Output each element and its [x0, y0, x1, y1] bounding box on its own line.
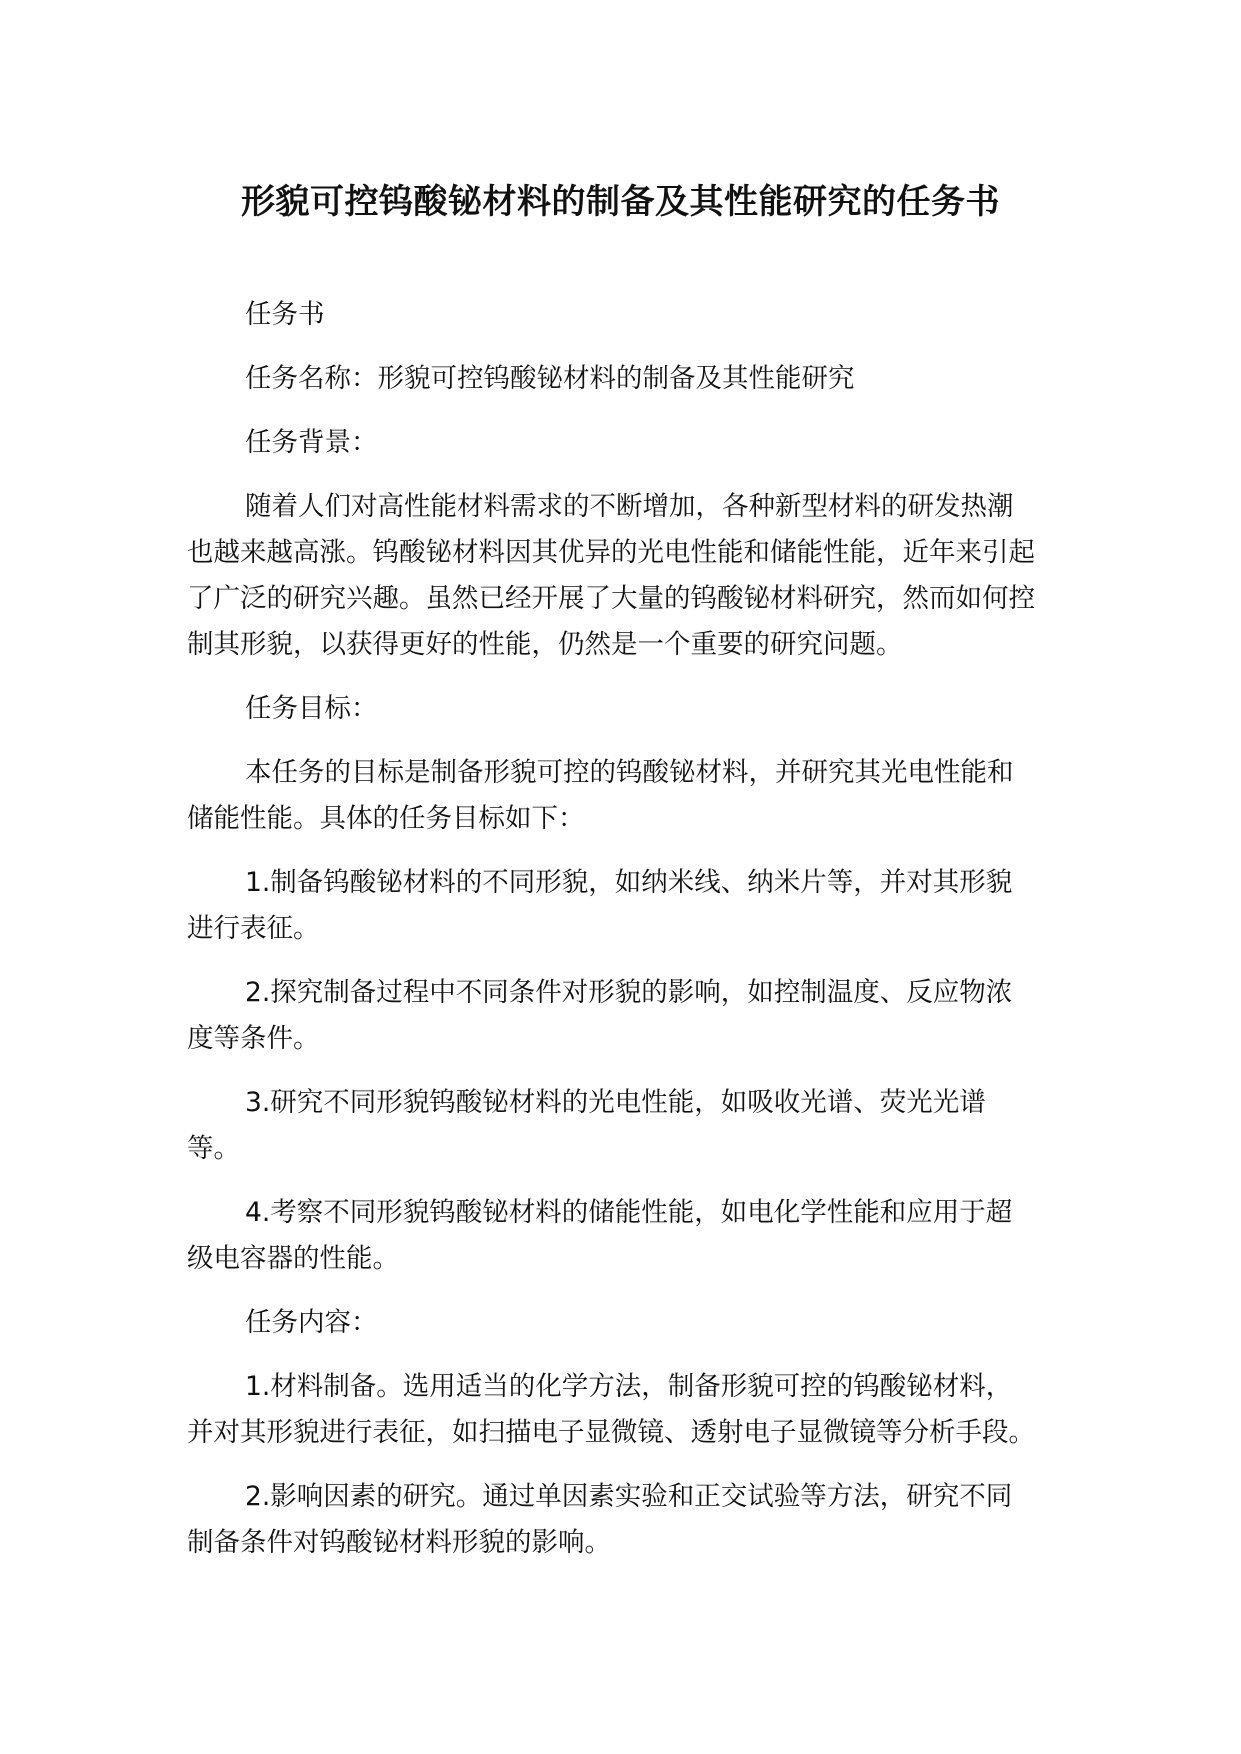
paragraph-content-1: 1.材料制备。选用适当的化学方法，制备形貌可控的钨酸铋材料，并对其形貌进行表征，如扫描电子显微镜、透射电子显微镜等分析手段。 [187, 1371, 1035, 1448]
document-title: 形貌可控钨酸铋材料的制备及其性能研究的任务书 [241, 182, 1000, 222]
document-body [187, 292, 1037, 1584]
paragraph-task-name: 任务名称：形貌可控钨酸铋材料的制备及其性能研究 [245, 363, 855, 394]
paragraph-heading-task-book: 任务书 [245, 299, 325, 330]
paragraph-objective-4: 4.考察不同形貌钨酸铋材料的储能性能，如电化学性能和应用于超级电容器的性能。 [187, 1197, 1013, 1274]
paragraph-background: 随着人们对高性能材料需求的不断增加，各种新型材料的研发热潮也越来越高涨。钨酸铋材料因其优异的光电性能和储能性能，近年来引起了广泛的研究兴趣。虽然已经开展了大量的钨酸铋材料研究，然而如何控制其形貌，以获得更好的性能，仍然是一个重要的研究问题。 [187, 491, 1035, 660]
paragraph-objectives-intro: 本任务的目标是制备形貌可控的钨酸铋材料，并研究其光电性能和储能性能。具体的任务目标如下： [187, 757, 1014, 834]
paragraph-objective-2: 2.探究制备过程中不同条件对形貌的影响，如控制温度、反应物浓度等条件。 [187, 977, 1013, 1054]
paragraph-heading-background: 任务背景： [245, 427, 378, 458]
paragraph-content-2: 2.影响因素的研究。通过单因素实验和正交试验等方法，研究不同制备条件对钨酸铋材料形貌的影响。 [187, 1481, 1013, 1558]
paragraph-heading-content: 任务内容： [245, 1307, 378, 1338]
paragraph-objective-1: 1.制备钨酸铋材料的不同形貌，如纳米线、纳米片等，并对其形貌进行表征。 [187, 867, 1013, 944]
paragraph-objective-3: 3.研究不同形貌钨酸铋材料的光电性能，如吸收光谱、荧光光谱等。 [187, 1087, 986, 1164]
paragraph-heading-objectives: 任务目标： [245, 693, 378, 724]
